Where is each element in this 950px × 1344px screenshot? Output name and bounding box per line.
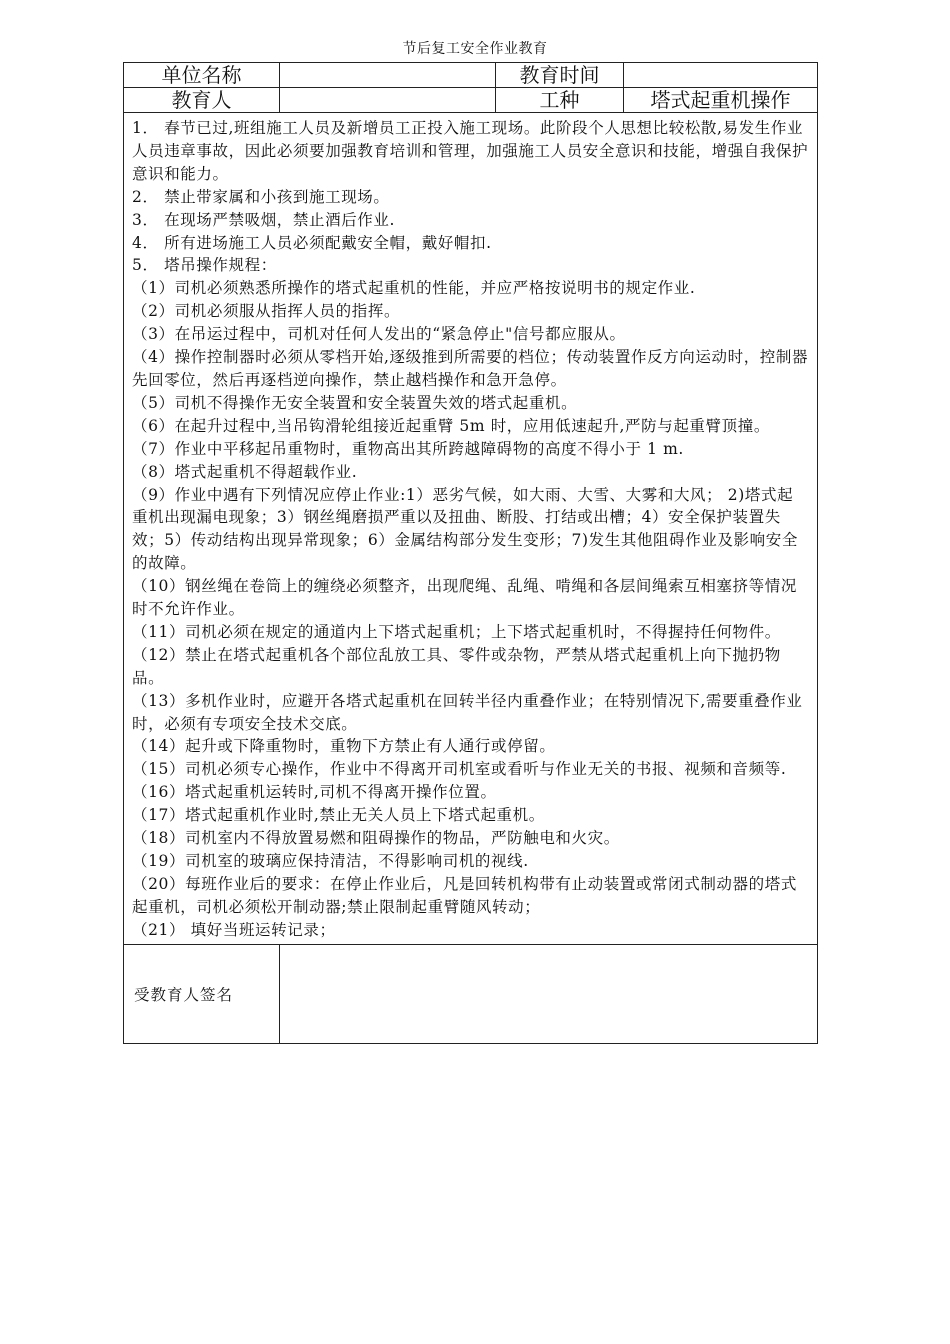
content-paragraph: （18）司机室内不得放置易燃和阻碍操作的物品，严防触电和火灾。 xyxy=(132,829,620,848)
content-paragraph: （2）司机必须服从指挥人员的指挥。 xyxy=(132,302,401,321)
content-paragraph: （19）司机室的玻璃应保持清洁，不得影响司机的视线. xyxy=(132,852,529,870)
education-time-field[interactable] xyxy=(624,63,818,88)
content-paragraph: （11）司机必须在规定的通道内上下塔式起重机；上下塔式起重机时，不得握持任何物件。 xyxy=(132,622,781,641)
header-row-2 xyxy=(124,88,818,113)
unit-name-field[interactable] xyxy=(280,63,496,88)
signature-row xyxy=(124,944,818,1043)
content-paragraph: 1． 春节已过,班组施工人员及新增员工正投入施工现场。此阶段个人思想比较松散,易发生作业人员违章事故，因此必须要加强教育培训和管理，加强施工人员安全意识和技能，增强自我保护意识和能力。 xyxy=(132,119,809,183)
content-paragraph: （14）起升或下降重物时，重物下方禁止有人通行或停留。 xyxy=(132,737,556,756)
educator-label: 教育人 xyxy=(124,88,280,113)
signature-label: 受教育人签名 xyxy=(124,944,280,1043)
content-paragraph: （5）司机不得操作无安全装置和安全装置失效的塔式起重机。 xyxy=(132,393,578,412)
content-paragraph: （7）作业中平移起吊重物时，重物高出其所跨越障碍物的高度不得小于 1 m. xyxy=(132,439,684,458)
education-content xyxy=(124,113,818,945)
content-paragraph: 2． 禁止带家属和小孩到施工现场。 xyxy=(132,187,390,206)
signature-field[interactable] xyxy=(280,944,818,1043)
content-paragraph: （20）每班作业后的要求：在停止作业后，凡是回转机构带有止动装置或常闭式制动器的塔式起重机，司机必须松开制动器;禁止限制起重臂随风转动； xyxy=(132,874,797,916)
content-paragraph: （6）在起升过程中,当吊钩滑轮组接近起重臂 5m 时，应用低速起升,严防与起重臂顶撞。 xyxy=(132,416,770,435)
content-paragraph: 5． 塔吊操作规程： xyxy=(132,256,277,275)
content-paragraph: （9）作业中遇有下列情况应停止作业:1）恶劣气候，如大雨、大雪、大雾和大风； 2)塔式起重机出现漏电现象；3）钢丝绳磨损严重以及扭曲、断股、打结或出槽；4）安全保护装置失效；5）传动结构出现异常现象；6）金属结构部分发生变形；7)发生其他阻碍作业及影响安全的故障。 xyxy=(132,485,798,573)
content-paragraph: （3）在吊运过程中，司机对任何人发出的“紧急停止"信号都应服从。 xyxy=(132,325,626,344)
content-row xyxy=(124,113,818,945)
education-time-label: 教育时间 xyxy=(496,63,624,88)
content-paragraph: （15）司机必须专心操作，作业中不得离开司机室或看听与作业无关的书报、视频和音频等. xyxy=(132,760,787,779)
content-paragraph: （4）操作控制器时必须从零档开始,逐级推到所需要的档位；传动装置作反方向运动时，控制器先回零位，然后再逐档逆向操作，禁止越档操作和急开急停。 xyxy=(132,348,809,389)
content-paragraph: （1）司机必须熟悉所操作的塔式起重机的性能，并应严格按说明书的规定作业. xyxy=(132,279,696,298)
content-paragraph: （12）禁止在塔式起重机各个部位乱放工具、零件或杂物，严禁从塔式起重机上向下抛扔物品。 xyxy=(132,645,781,687)
trade-field[interactable]: 塔式起重机操作 xyxy=(624,88,818,113)
education-form-table xyxy=(123,62,818,1044)
content-paragraph: （13）多机作业时，应避开各塔式起重机在回转半径内重叠作业；在特别情况下,需要重叠作业时，必须有专项安全技术交底。 xyxy=(132,691,803,733)
content-paragraph: 3． 在现场严禁吸烟，禁止酒后作业. xyxy=(132,210,396,229)
content-paragraph: （16）塔式起重机运转时,司机不得离开操作位置。 xyxy=(132,783,497,802)
unit-name-label: 单位名称 xyxy=(124,63,280,88)
header-row-1 xyxy=(124,63,818,88)
content-paragraph: （8）塔式起重机不得超载作业. xyxy=(132,462,358,481)
educator-field[interactable] xyxy=(280,88,496,113)
content-paragraph: （10）钢丝绳在卷筒上的缠绕必须整齐，出现爬绳、乱绳、啃绳和各层间绳索互相塞挤等情况时不允许作业。 xyxy=(132,577,797,619)
content-paragraph: （17）塔式起重机作业时,禁止无关人员上下塔式起重机。 xyxy=(132,806,545,825)
content-paragraph: 4． 所有进场施工人员必须配戴安全帽，戴好帽扣. xyxy=(132,233,492,252)
trade-label: 工种 xyxy=(496,88,624,113)
document-title: 节后复工安全作业教育 xyxy=(402,41,548,57)
content-paragraph: （21） 填好当班运转记录； xyxy=(132,920,336,939)
